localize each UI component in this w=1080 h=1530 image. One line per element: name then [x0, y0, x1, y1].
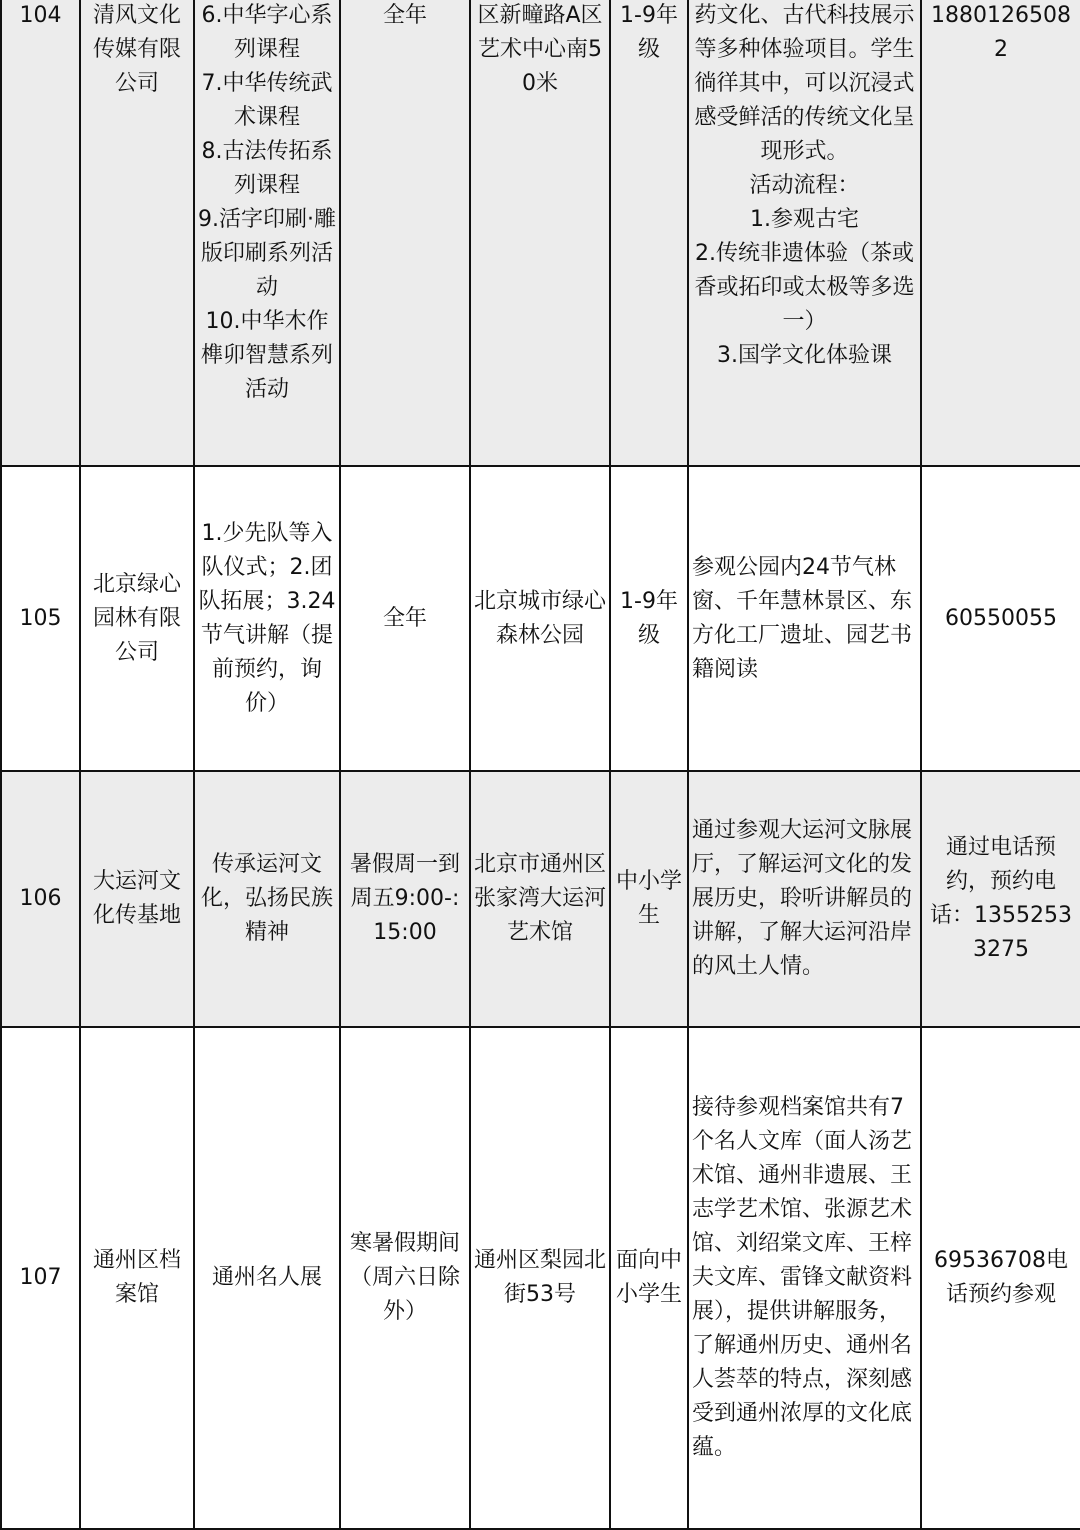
activity-address: 北京城市绿心森林公园: [470, 466, 610, 771]
course-item: 7.中华传统武术课程: [201, 71, 333, 130]
contact-info: 60550055: [921, 466, 1080, 771]
row-id: 105: [1, 466, 80, 771]
course-list: [194, 0, 340, 466]
description-line: 活动流程：: [749, 173, 860, 198]
activity-address: 北京市通州区张家湾大运河艺术馆: [470, 771, 610, 1027]
target-grade: 1-9年级: [610, 466, 688, 771]
course-list: 传承运河文化，弘扬民族精神: [194, 771, 340, 1027]
activity-address: 通州区梨园北街53号: [470, 1027, 610, 1529]
description-line: 药文化、古代科技展示等多种体验项目。学生徜徉其中，可以沉浸式感受鲜活的传统文化呈现形式。: [694, 3, 915, 164]
activity-description: [688, 0, 921, 466]
course-list: 1.少先队等入队仪式；2.团队拓展；3.24节气讲解（提前预约，询价）: [194, 466, 340, 771]
contact-info: 69536708电话预约参观: [921, 1027, 1080, 1529]
activity-time: 全年: [340, 466, 470, 771]
organization-name: 通州区档案馆: [80, 1027, 194, 1529]
organization-name: 清风文化传媒有限公司: [80, 0, 194, 466]
course-item: 6.中华字心系列课程: [201, 3, 333, 62]
activity-description: 接待参观档案馆共有7个名人文库（面人汤艺术馆、通州非遗展、王志学艺术馆、张源艺术馆、刘绍棠文库、王梓夫文库、雷锋文献资料展），提供讲解服务，了解通州历史、通州名人荟萃的特点，深刻感受到通州浓厚的文化底蕴。: [688, 1027, 921, 1529]
description-line: 3.国学文化体验课: [717, 343, 892, 368]
description-line: 1.参观古宅: [750, 207, 859, 232]
target-grade: 面向中小学生: [610, 1027, 688, 1529]
table-row: [1, 0, 1080, 466]
table-row: [1, 1027, 1080, 1529]
activity-description: 参观公园内24节气林窗、千年慧林景区、东方化工厂遗址、园艺书籍阅读: [688, 466, 921, 771]
course-item: 8.古法传拓系列课程: [201, 139, 333, 198]
activity-address: 区新疃路A区艺术中心南50米: [470, 0, 610, 466]
row-id: 104: [1, 0, 80, 466]
target-grade: 1-9年级: [610, 0, 688, 466]
activity-time: 全年: [340, 0, 470, 466]
course-item: 9.活字印刷·雕版印刷系列活动: [198, 207, 336, 300]
description-line: 2.传统非遗体验（茶或香或拓印或太极等多选一）: [694, 241, 915, 334]
target-grade: 中小学生: [610, 771, 688, 1027]
activity-time: 暑假周一到周五9:00-:15:00: [340, 771, 470, 1027]
activity-description: 通过参观大运河文脉展厅，了解运河文化的发展历史，聆听讲解员的讲解，了解大运河沿岸的风土人情。: [688, 771, 921, 1027]
course-list: 通州名人展: [194, 1027, 340, 1529]
contact-info: 通过电话预约，预约电话：13552533275: [921, 771, 1080, 1027]
organization-name: 大运河文化传基地: [80, 771, 194, 1027]
table-row: [1, 466, 1080, 771]
activity-time: 寒暑假期间（周六日除外）: [340, 1027, 470, 1529]
contact-info: 18801265082: [921, 0, 1080, 466]
table-row: [1, 771, 1080, 1027]
row-id: 107: [1, 1027, 80, 1529]
row-id: 106: [1, 771, 80, 1027]
organization-name: 北京绿心园林有限公司: [80, 466, 194, 771]
course-item: 10.中华木作榫卯智慧系列活动: [200, 309, 333, 402]
